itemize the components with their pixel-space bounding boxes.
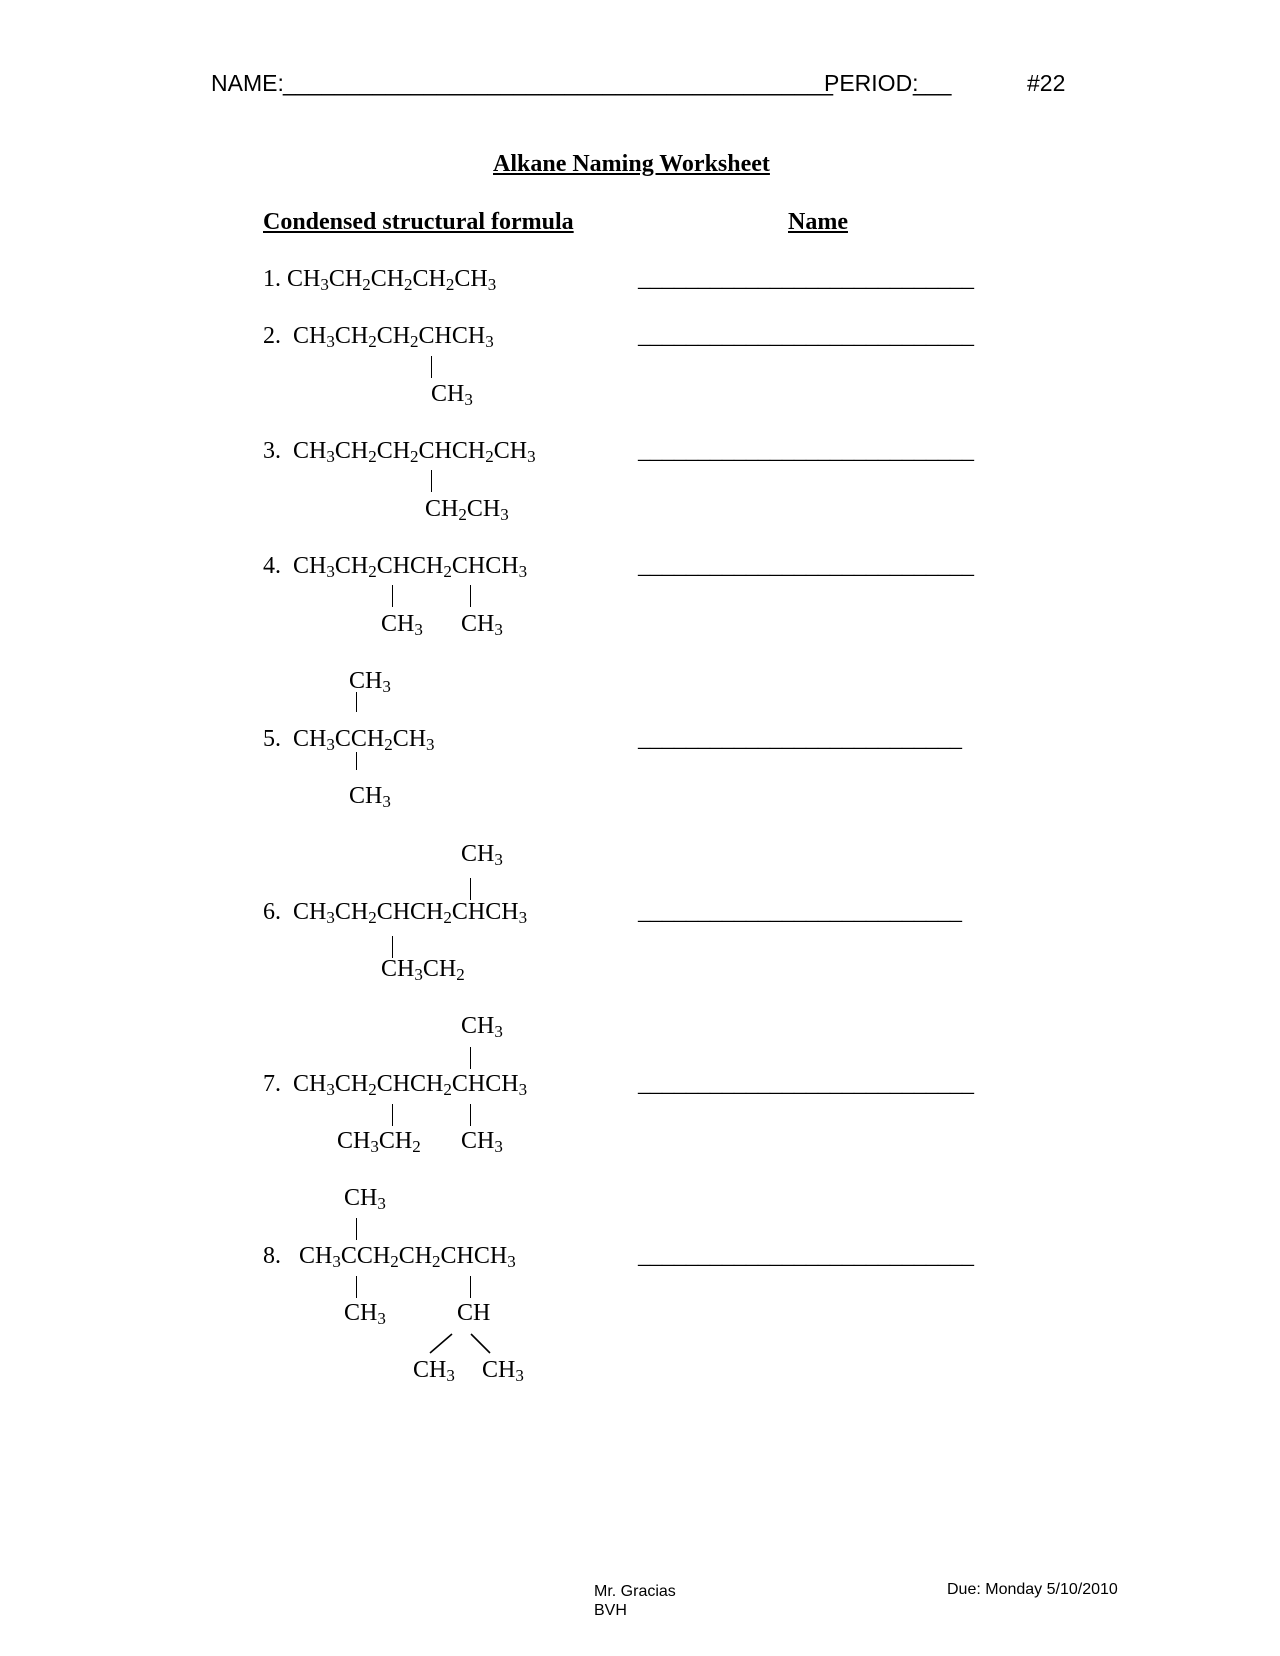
problem-6-branch-top: $CH_3$ <box>461 841 503 869</box>
worksheet-number: #22 <box>1027 70 1066 96</box>
problem-7-branch-right: $CH_3$ <box>461 1128 503 1156</box>
problem-4-branch-1: $CH_3$ <box>381 611 423 639</box>
problem-2-formula: 2. $CH_3CH_2CH_2CHCH_3$ <box>263 323 494 351</box>
problem-8-branch-fork-right: $CH_3$ <box>482 1357 524 1385</box>
problem-4-formula: 4. $CH_3CH_2CHCH_2CHCH_3$ <box>263 553 528 581</box>
problem-1-answer-blank[interactable]: ____________________________ <box>638 266 974 292</box>
problem-3-formula: 3. $CH_3CH_2CH_2CHCH_2CH_3$ <box>263 438 536 466</box>
problem-6-answer-blank[interactable]: ___________________________ <box>638 899 962 925</box>
footer-teacher: Mr. Gracias <box>594 1583 676 1600</box>
name-label: NAME: <box>211 70 284 96</box>
problem-8-answer-blank[interactable]: ____________________________ <box>638 1243 974 1269</box>
name-column-header: Name <box>788 209 848 235</box>
problem-6-formula: 6. $CH_3CH_2CHCH_2CHCH_3$ <box>263 899 528 927</box>
footer-due-date: Due: Monday 5/10/2010 <box>947 1581 1118 1598</box>
name-blank[interactable]: ___________________________________________ <box>283 70 834 96</box>
problem-4-answer-blank[interactable]: ____________________________ <box>638 553 974 579</box>
problem-7-branch-left: $CH_3CH_2$ <box>337 1128 421 1156</box>
problem-8-branch-fork-left: $CH_3$ <box>413 1357 455 1385</box>
period-blank[interactable]: ___ <box>913 70 952 96</box>
problem-3-answer-blank[interactable]: ____________________________ <box>638 438 974 464</box>
formula-column-header: Condensed structural formula <box>263 209 574 235</box>
problem-2-branch-1: $CH_3$ <box>431 381 473 409</box>
problem-7-formula: 7. $CH_3CH_2CHCH_2CHCH_3$ <box>263 1071 528 1099</box>
problem-5-formula: 5. $CH_3CCH_2CH_3$ <box>263 726 435 754</box>
worksheet-title: Alkane Naming Worksheet <box>493 151 770 177</box>
problem-7-branch-top: $CH_3$ <box>461 1013 503 1041</box>
period-label: PERIOD: <box>824 70 919 96</box>
problem-8-formula: 8. $CH_3CCH_2CH_2CHCH_3$ <box>263 1243 516 1271</box>
problem-7-answer-blank[interactable]: ____________________________ <box>638 1071 974 1097</box>
problem-3-branch-1: $CH_2CH_3$ <box>425 496 509 524</box>
problem-8-branch-left: $CH_3$ <box>344 1300 386 1328</box>
problem-5-answer-blank[interactable]: ___________________________ <box>638 726 962 752</box>
problem-5-branch-top: $CH_3$ <box>349 668 391 696</box>
footer-school: BVH <box>594 1602 627 1619</box>
problem-5-branch-bottom: $CH_3$ <box>349 783 391 811</box>
problem-4-branch-2: $CH_3$ <box>461 611 503 639</box>
problem-6-branch-bottom: $CH_3CH_2$ <box>381 956 465 984</box>
problem-2-answer-blank[interactable]: ____________________________ <box>638 323 974 349</box>
problem-8-branch-top: $CH_3$ <box>344 1185 386 1213</box>
problem-8-branch-ch: CH <box>457 1300 491 1326</box>
problem-1-formula: 1. $CH_3CH_2CH_2CH_2CH_3$ <box>263 266 497 294</box>
